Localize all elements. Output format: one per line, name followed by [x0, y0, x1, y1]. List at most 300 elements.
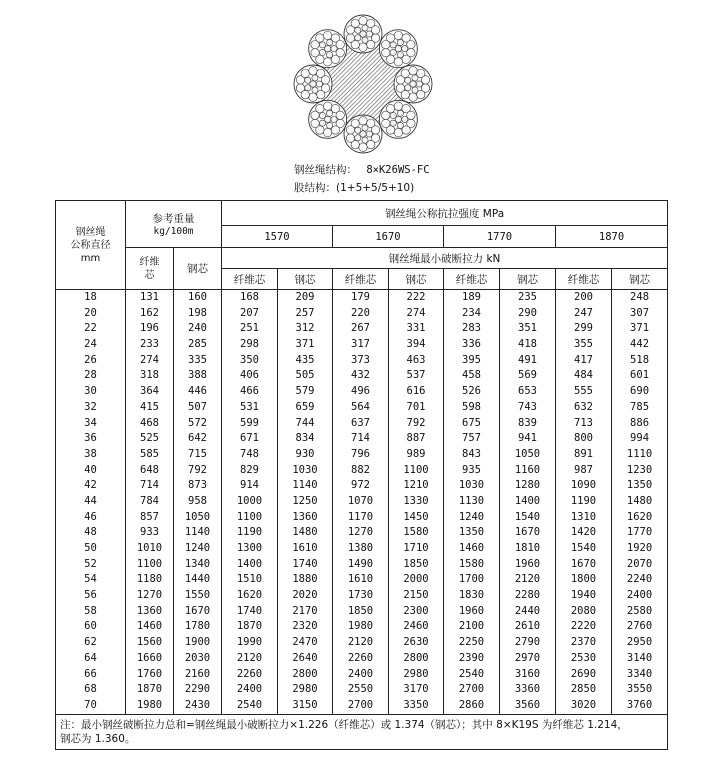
g1770-fiber-cell: 2390 — [458, 651, 485, 664]
weight-fiber-cell: 1010 — [136, 542, 163, 554]
weight-steel-cell: 335 — [188, 353, 207, 366]
g1570-fiber-cell: 1100 — [236, 510, 263, 523]
g1570-fiber-cell: 914 — [240, 479, 259, 492]
g1570-steel-cell: 2980 — [292, 683, 318, 696]
diameter-cell: 22 — [84, 322, 97, 335]
table-footnote — [56, 714, 668, 749]
weight-fiber-cell: 1760 — [136, 667, 163, 680]
g1770-steel-cell: 2790 — [514, 636, 541, 649]
grade-1770: 1770 — [444, 226, 556, 248]
g1670-fiber-cell: 496 — [351, 385, 370, 398]
g1770-steel-cell: 1540 — [514, 510, 541, 523]
rope-spec-table — [55, 200, 668, 750]
g1670-steel-column — [389, 290, 443, 714]
g1570-steel-cell: 744 — [295, 416, 315, 429]
g1670-steel-cell: 2800 — [403, 651, 429, 664]
g1870-fiber-cell: 417 — [574, 353, 593, 366]
diameter-cell: 28 — [84, 369, 97, 382]
g1870-steel-cell: 601 — [630, 369, 650, 382]
diameter-cell: 18 — [84, 291, 97, 303]
g1670-steel-cell: 701 — [406, 400, 426, 413]
diameter-cell: 60 — [84, 620, 97, 633]
g1870-steel-cell: 371 — [630, 322, 650, 335]
g1570-fiber-column — [222, 290, 277, 714]
g1670-fiber-cell: 2120 — [347, 636, 374, 649]
g1570-fiber-cell: 1510 — [236, 573, 263, 586]
diameter-cell: 40 — [84, 463, 97, 476]
g1670-fiber-cell: 972 — [351, 479, 370, 492]
g1670-fiber-cell: 179 — [351, 291, 370, 303]
g1870-steel-cell: 690 — [630, 385, 650, 398]
strand-graphic — [309, 100, 347, 138]
g1870-steel-cell: 2400 — [626, 589, 653, 602]
g1870-fiber-cell: 1540 — [570, 542, 597, 554]
g1770-fiber-cell: 1460 — [458, 542, 485, 554]
weight-steel-cell: 1550 — [184, 589, 211, 602]
diameter-cell: 66 — [84, 667, 97, 680]
g1870-fiber-cell: 1190 — [570, 494, 597, 507]
g1570-steel-cell: 1360 — [292, 510, 318, 523]
g1670-steel-cell: 537 — [406, 369, 426, 382]
weight-steel-cell: 160 — [188, 291, 207, 303]
g1570-fiber-cell: 748 — [240, 447, 259, 460]
g1770-steel-cell: 1280 — [514, 479, 541, 492]
g1770-steel-cell: 1670 — [514, 526, 541, 539]
g1570-fiber-cell: 207 — [240, 306, 259, 319]
g1870-fiber-cell: 247 — [574, 306, 593, 319]
g1670-fiber-cell: 1610 — [347, 573, 374, 586]
g1570-fiber-cell: 1000 — [236, 494, 263, 507]
g1770-steel-cell: 3160 — [514, 667, 541, 680]
g1670-steel-cell: 1710 — [403, 542, 429, 554]
g1670-steel-cell: 222 — [406, 291, 426, 303]
g1570-fiber-cell: 2400 — [236, 683, 263, 696]
g1570-fiber-cell: 599 — [240, 416, 259, 429]
weight-fiber-cell: 318 — [140, 369, 159, 382]
weight-fiber-core-header: 纤维 芯 — [126, 248, 174, 290]
diameter-cell: 20 — [84, 306, 97, 319]
g1570-fiber-cell: 2540 — [236, 698, 263, 711]
g1570-steel-cell: 1250 — [292, 494, 318, 507]
g1870-steel-cell: 3760 — [626, 698, 653, 711]
diameter-cell: 54 — [84, 573, 97, 586]
g1670-fiber-cell: 2550 — [347, 683, 374, 696]
g1770-steel-cell: 2970 — [514, 651, 541, 664]
weight-fiber-cell: 468 — [140, 416, 159, 429]
g1670-fiber-cell: 714 — [351, 432, 370, 445]
weight-steel-cell: 388 — [188, 369, 207, 382]
diameter-cell: 52 — [84, 557, 97, 570]
g1870-steel-cell: 1770 — [626, 526, 653, 539]
g1670-steel-cell: 792 — [406, 416, 426, 429]
g1570-steel-cell: 659 — [295, 400, 315, 413]
g1670-fiber-cell: 1170 — [347, 510, 374, 523]
weight-header: 参考重量 kg/100m — [126, 201, 222, 248]
strand-graphic — [379, 30, 417, 68]
g1770-steel-cell: 290 — [518, 306, 537, 319]
g1770-fiber-header: 纤维芯 — [444, 269, 500, 290]
g1770-fiber-cell: 283 — [462, 322, 481, 335]
g1570-steel-cell: 2470 — [292, 636, 318, 649]
g1770-steel-header: 钢芯 — [500, 269, 556, 290]
g1670-fiber-cell: 1270 — [347, 526, 374, 539]
g1670-steel-cell: 1100 — [403, 463, 429, 476]
footnote-line-2: 钢芯为 1.360。 — [60, 732, 136, 745]
g1770-steel-cell: 1050 — [514, 447, 541, 460]
weight-steel-cell: 715 — [188, 447, 207, 460]
weight-steel-cell: 792 — [188, 463, 207, 476]
g1570-fiber-cell: 1870 — [236, 620, 263, 633]
diameter-cell: 32 — [84, 400, 97, 413]
g1670-steel-cell: 3350 — [403, 698, 429, 711]
weight-steel-cell: 507 — [188, 400, 207, 413]
g1570-fiber-cell: 1990 — [236, 636, 263, 649]
g1770-steel-cell: 3360 — [514, 683, 541, 696]
g1670-steel-cell: 2630 — [403, 636, 429, 649]
g1670-steel-cell: 2980 — [403, 667, 429, 680]
g1570-steel-cell: 2170 — [292, 604, 318, 617]
g1770-steel-cell: 3560 — [514, 698, 541, 711]
g1770-steel-cell: 235 — [518, 291, 537, 303]
weight-steel-cell: 285 — [188, 338, 207, 351]
g1870-steel-cell: 518 — [630, 353, 650, 366]
rope-structure-value: 8×K26WS-FC — [366, 164, 430, 176]
strand-graphic — [379, 100, 417, 138]
g1770-fiber-cell: 2100 — [458, 620, 485, 633]
g1570-fiber-cell: 1190 — [236, 526, 263, 539]
g1570-steel-cell: 435 — [295, 353, 315, 366]
g1870-fiber-cell: 3020 — [570, 698, 597, 711]
g1770-steel-cell: 2280 — [514, 589, 541, 602]
g1670-steel-cell: 1210 — [403, 479, 429, 492]
g1770-fiber-cell: 843 — [462, 447, 481, 460]
g1770-steel-cell: 569 — [518, 369, 537, 382]
g1770-steel-cell: 491 — [518, 353, 537, 366]
g1570-fiber-cell: 350 — [240, 353, 259, 366]
g1570-fiber-cell: 2260 — [236, 667, 263, 680]
g1870-fiber-cell: 1420 — [570, 526, 597, 539]
weight-fiber-cell: 1270 — [136, 589, 163, 602]
g1770-fiber-cell: 1240 — [458, 510, 485, 523]
weight-fiber-cell: 648 — [140, 463, 159, 476]
g1770-fiber-cell: 2700 — [458, 683, 485, 696]
g1670-fiber-cell: 1730 — [347, 589, 374, 602]
g1870-steel-cell: 2580 — [626, 604, 653, 617]
strand-structure-caption — [294, 181, 414, 195]
g1570-fiber-cell: 531 — [240, 400, 259, 413]
g1570-steel-cell: 2800 — [292, 667, 318, 680]
g1770-fiber-cell: 2540 — [458, 667, 485, 680]
g1870-fiber-cell: 713 — [574, 416, 593, 429]
weight-steel-cell: 2160 — [184, 667, 211, 680]
diameter-cell: 26 — [84, 353, 97, 366]
g1670-fiber-cell: 1850 — [347, 604, 374, 617]
g1770-fiber-cell: 1580 — [458, 557, 485, 570]
g1670-fiber-cell: 1070 — [347, 494, 374, 507]
weight-steel-cell: 1050 — [184, 510, 211, 523]
g1870-fiber-cell: 2850 — [570, 683, 597, 696]
g1870-fiber-cell: 2080 — [570, 604, 597, 617]
g1770-fiber-cell: 598 — [462, 400, 481, 413]
diameter-cell: 70 — [84, 698, 97, 711]
g1670-steel-cell: 887 — [406, 432, 426, 445]
diameter-cell: 50 — [84, 542, 97, 554]
g1870-fiber-cell: 891 — [574, 447, 593, 460]
g1770-fiber-cell: 1960 — [458, 604, 485, 617]
g1870-fiber-cell: 1800 — [570, 573, 597, 586]
g1870-steel-cell: 1480 — [626, 494, 653, 507]
rope-cross-section-diagram — [285, 6, 441, 162]
g1770-fiber-cell: 234 — [462, 306, 481, 319]
diameter-cell: 48 — [84, 526, 97, 539]
weight-steel-cell: 572 — [188, 416, 207, 429]
g1670-fiber-cell: 564 — [351, 400, 370, 413]
breaking-force-header: 钢丝绳最小破断拉力 kN — [222, 248, 668, 269]
weight-fiber-cell: 933 — [140, 526, 159, 539]
g1870-fiber-cell: 484 — [574, 369, 593, 382]
g1770-fiber-cell: 189 — [462, 291, 481, 303]
weight-fiber-cell: 162 — [140, 306, 159, 319]
g1570-fiber-cell: 1400 — [236, 557, 263, 570]
g1570-steel-cell: 312 — [295, 322, 315, 335]
weight-steel-cell: 1670 — [184, 604, 211, 617]
g1670-fiber-cell: 317 — [351, 338, 370, 351]
weight-fiber-cell: 196 — [140, 322, 159, 335]
g1570-steel-cell: 2640 — [292, 651, 318, 664]
strand-graphic — [309, 30, 347, 68]
g1570-steel-cell: 1030 — [292, 463, 318, 476]
g1670-fiber-cell: 2400 — [347, 667, 374, 680]
weight-fiber-cell: 1870 — [136, 683, 163, 696]
g1870-steel-cell: 2240 — [626, 573, 653, 586]
g1570-steel-cell: 1740 — [292, 557, 318, 570]
g1670-steel-cell: 2150 — [403, 589, 429, 602]
weight-fiber-column — [126, 290, 173, 714]
diameter-cell: 68 — [84, 683, 97, 696]
g1670-steel-cell: 1850 — [403, 557, 429, 570]
g1670-fiber-cell: 267 — [351, 322, 370, 335]
g1870-steel-cell: 2950 — [626, 636, 653, 649]
g1770-fiber-cell: 935 — [462, 463, 481, 476]
g1870-fiber-cell: 800 — [574, 432, 593, 445]
diameter-cell: 38 — [84, 447, 97, 460]
weight-fiber-cell: 857 — [140, 510, 159, 523]
weight-steel-column — [174, 290, 221, 714]
g1570-steel-column — [278, 290, 332, 714]
g1670-steel-cell: 989 — [406, 447, 426, 460]
g1870-steel-cell: 442 — [630, 338, 650, 351]
g1670-steel-cell: 274 — [406, 306, 426, 319]
strand-graphic — [344, 15, 382, 53]
weight-fiber-cell: 1180 — [136, 573, 163, 586]
g1870-steel-cell: 2070 — [626, 557, 653, 570]
g1770-steel-cell: 2440 — [514, 604, 541, 617]
weight-steel-cell: 873 — [188, 479, 207, 492]
weight-steel-cell: 446 — [188, 385, 207, 398]
g1770-fiber-cell: 526 — [462, 385, 481, 398]
g1870-fiber-cell: 987 — [574, 463, 593, 476]
g1870-fiber-cell: 2530 — [570, 651, 597, 664]
weight-steel-cell: 1440 — [184, 573, 211, 586]
g1670-steel-cell: 616 — [406, 385, 426, 398]
strength-header: 钢丝绳公称抗拉强度 MPa — [222, 201, 668, 226]
g1770-steel-cell: 418 — [518, 338, 537, 351]
g1670-steel-cell: 3170 — [403, 683, 429, 696]
strand-structure-label: 股结构： — [294, 182, 336, 194]
g1770-fiber-cell: 1700 — [458, 573, 485, 586]
g1670-fiber-cell: 1980 — [347, 620, 374, 633]
weight-steel-core-header: 钢芯 — [174, 248, 222, 290]
g1670-fiber-cell: 796 — [351, 447, 370, 460]
weight-steel-cell: 1780 — [184, 620, 211, 633]
g1870-fiber-cell: 200 — [574, 291, 593, 303]
g1870-fiber-column — [556, 290, 611, 714]
g1670-steel-cell: 1580 — [403, 526, 429, 539]
g1870-fiber-cell: 1310 — [570, 510, 597, 523]
g1770-steel-cell: 351 — [518, 322, 537, 335]
g1770-fiber-cell: 1830 — [458, 589, 485, 602]
g1770-steel-cell: 1160 — [514, 463, 541, 476]
g1570-steel-cell: 505 — [295, 369, 315, 382]
g1670-fiber-cell: 2260 — [347, 651, 374, 664]
g1670-fiber-cell: 2700 — [347, 698, 374, 711]
g1870-steel-cell: 307 — [630, 306, 650, 319]
weight-steel-cell: 240 — [188, 322, 207, 335]
g1670-steel-cell: 2000 — [403, 573, 429, 586]
g1570-steel-cell: 2320 — [292, 620, 318, 633]
weight-fiber-cell: 1660 — [136, 651, 163, 664]
weight-fiber-cell: 274 — [140, 353, 159, 366]
weight-steel-cell: 1140 — [184, 526, 211, 539]
g1870-steel-column — [612, 290, 667, 714]
g1870-steel-cell: 1920 — [626, 542, 653, 554]
weight-fiber-cell: 415 — [140, 400, 159, 413]
g1770-fiber-cell: 1030 — [458, 479, 485, 492]
strand-graphic — [394, 65, 432, 103]
g1670-fiber-cell: 1380 — [347, 542, 374, 554]
g1570-steel-cell: 3150 — [292, 698, 318, 711]
weight-steel-cell: 2030 — [184, 651, 211, 664]
weight-steel-cell: 958 — [188, 494, 207, 507]
g1870-steel-cell: 1110 — [626, 447, 653, 460]
grade-1670: 1670 — [333, 226, 444, 248]
g1870-steel-cell: 886 — [630, 416, 650, 429]
diameter-cell: 44 — [84, 494, 97, 507]
diameter-cell: 46 — [84, 510, 97, 523]
diameter-cell: 62 — [84, 636, 97, 649]
g1770-steel-column — [500, 290, 555, 714]
weight-fiber-cell: 1460 — [136, 620, 163, 633]
weight-steel-cell: 198 — [188, 306, 207, 319]
g1570-steel-cell: 1480 — [292, 526, 318, 539]
g1870-fiber-cell: 2220 — [570, 620, 597, 633]
g1770-steel-cell: 743 — [518, 400, 537, 413]
weight-fiber-cell: 585 — [140, 447, 159, 460]
weight-steel-cell: 642 — [188, 432, 207, 445]
g1870-steel-header: 钢芯 — [612, 269, 668, 290]
g1870-steel-cell: 3140 — [626, 651, 653, 664]
diameter-cell: 64 — [84, 651, 97, 664]
g1770-fiber-cell: 675 — [462, 416, 481, 429]
g1870-fiber-cell: 299 — [574, 322, 593, 335]
g1570-steel-cell: 371 — [295, 338, 315, 351]
g1770-steel-cell: 653 — [518, 385, 537, 398]
g1670-steel-cell: 394 — [406, 338, 426, 351]
g1770-fiber-cell: 2250 — [458, 636, 485, 649]
g1770-fiber-cell: 395 — [462, 353, 481, 366]
g1570-fiber-cell: 1620 — [236, 589, 263, 602]
footnote-line-1: 注：最小钢丝破断拉力总和=钢丝绳最小破断拉力×1.226（纤维芯）或 1.374（钢芯）；其中 8×K19S 为纤维芯 1.214， — [60, 718, 628, 731]
weight-fiber-cell: 233 — [140, 338, 159, 351]
diameter-cell: 30 — [84, 385, 97, 398]
weight-steel-cell: 1900 — [184, 636, 211, 649]
g1570-steel-cell: 2020 — [292, 589, 318, 602]
g1870-fiber-cell: 2370 — [570, 636, 597, 649]
g1670-steel-header: 钢芯 — [389, 269, 444, 290]
g1670-fiber-column — [333, 290, 388, 714]
diameter-cell: 36 — [84, 432, 97, 445]
weight-fiber-cell: 1360 — [136, 604, 163, 617]
g1770-steel-cell: 941 — [518, 432, 537, 445]
g1670-steel-cell: 2300 — [403, 604, 429, 617]
g1670-steel-cell: 2460 — [403, 620, 429, 633]
strand-structure-value: (1+5+5/5+10) — [336, 182, 415, 194]
g1870-fiber-header: 纤维芯 — [556, 269, 612, 290]
g1670-fiber-cell: 220 — [351, 306, 370, 319]
weight-steel-cell: 2290 — [184, 683, 211, 696]
g1670-fiber-cell: 432 — [351, 369, 370, 382]
g1570-fiber-cell: 829 — [240, 463, 259, 476]
g1870-steel-cell: 248 — [630, 291, 650, 303]
g1670-steel-cell: 1450 — [403, 510, 429, 523]
g1870-fiber-cell: 632 — [574, 400, 593, 413]
g1770-fiber-column — [444, 290, 499, 714]
strand-graphic — [344, 115, 382, 153]
weight-fiber-cell: 364 — [140, 385, 159, 398]
g1870-fiber-cell: 355 — [574, 338, 593, 351]
g1770-fiber-cell: 458 — [462, 369, 481, 382]
g1570-steel-cell: 930 — [295, 447, 315, 460]
g1570-fiber-cell: 1740 — [236, 604, 263, 617]
g1670-fiber-cell: 637 — [351, 416, 370, 429]
g1570-steel-cell: 1610 — [292, 542, 318, 554]
g1670-steel-cell: 1330 — [403, 494, 429, 507]
g1770-steel-cell: 839 — [518, 416, 537, 429]
weight-fiber-cell: 1980 — [136, 698, 163, 711]
g1570-fiber-header: 纤维芯 — [222, 269, 278, 290]
g1570-fiber-cell: 466 — [240, 385, 259, 398]
g1770-steel-cell: 2610 — [514, 620, 541, 633]
g1570-fiber-cell: 671 — [240, 432, 259, 445]
g1570-steel-cell: 1140 — [292, 479, 318, 492]
g1670-fiber-cell: 882 — [351, 463, 370, 476]
weight-fiber-cell: 1100 — [136, 557, 163, 570]
g1570-fiber-cell: 298 — [240, 338, 259, 351]
g1870-fiber-cell: 1090 — [570, 479, 597, 492]
g1570-steel-cell: 209 — [295, 291, 315, 303]
g1770-fiber-cell: 1130 — [458, 494, 485, 507]
g1770-steel-cell: 1400 — [514, 494, 541, 507]
g1870-steel-cell: 785 — [630, 400, 650, 413]
g1570-steel-cell: 579 — [295, 385, 315, 398]
g1870-fiber-cell: 2690 — [570, 667, 597, 680]
weight-fiber-cell: 525 — [140, 432, 159, 445]
weight-fiber-cell: 784 — [140, 494, 159, 507]
weight-fiber-cell: 1560 — [136, 636, 163, 649]
g1570-fiber-cell: 2120 — [236, 651, 263, 664]
g1870-steel-cell: 3550 — [626, 683, 653, 696]
weight-fiber-cell: 131 — [140, 291, 159, 303]
